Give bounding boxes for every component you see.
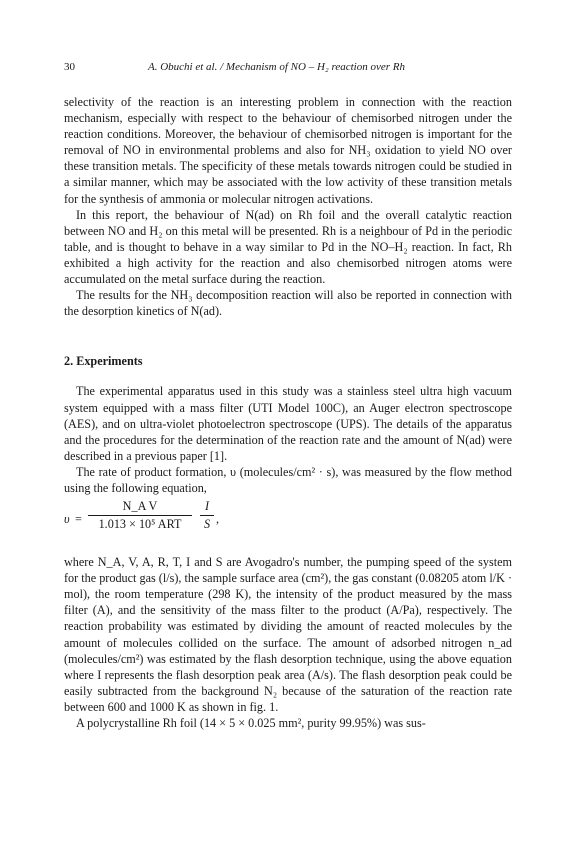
fraction-main	[88, 498, 192, 532]
page-number: 30	[64, 61, 75, 73]
paragraph-6: where N_A, V, A, R, T, I and S are Avogadro's number, the pumping speed of the system for the product gas (l/s), the sample surface area (cm²), the gas constant (0.08205 atom l/K · mol), the room temperature (298 K), the intensity of the product measured by the mass filter (A), and the sensitivity of the mass filter to the product (A/Pa), respectively. The reaction probability was estimated by dividing the amount of reacted molecules by the amount of molecules collided on the surface. The amount of adsorbed nitrogen n_ad (molecules/cm²) was estimated by the flash desorption technique, using the above equation where I represents the flash desorption peak area (A/s). The flash desorption peak could be easily subtracted from the background N₂ because of the saturation of the reaction rate between 600 and 1000 K as shown in fig. 1.	[64, 555, 513, 714]
paragraph-4: The experimental apparatus used in this study was a stainless steel ultra high vacuum system equipped with a mass filter (UTI Model 100C), an Auger electron spectroscope (AES), and on ultra-violet photoelectron spectroscope (UPS). The details of the apparatus and the procedures for the determination of the reaction rate and the amount of N(ad) were described in a previous paper [1].	[64, 384, 512, 463]
paragraph-5: The rate of product formation, υ (molecules/cm² · s), was measured by the flow method using the following equation,	[64, 464, 512, 495]
equation-equals: =	[75, 512, 82, 527]
fraction-ratio-numerator: I	[200, 498, 214, 516]
rate-equation	[64, 498, 512, 550]
paragraph-3: The results for the NH₃ decomposition reaction will also be reported in connection with the desorption kinetics of N(ad).	[64, 288, 512, 319]
fraction-ratio-denominator: S	[203, 517, 211, 532]
article-body	[64, 94, 512, 731]
fraction-ratio	[200, 498, 214, 532]
fraction-main-numerator: N_A V	[88, 498, 192, 516]
running-title: A. Obuchi et al. / Mechanism of NO – H₂ reaction over Rh	[148, 61, 405, 73]
paragraph-2: In this report, the behaviour of N(ad) on Rh foil and the overall catalytic reaction between NO and H₂ on this metal will be presented. Rh is a neighbour of Pd in the periodic table, and is thought to behave in a way similar to Pd in the NO–H₂ reaction. In fact, Rh exhibited a high activity for the reaction and also chemisorbed nitrogen atoms were accumulated on the metal surface during the reaction.	[64, 207, 512, 287]
equation-lhs: υ	[64, 512, 70, 527]
paragraph-1: selectivity of the reaction is an interesting problem in connection with the reaction mechanism, especially with respect to the behaviour of chemisorbed nitrogen under the reaction conditions. Moreover, the behaviour of chemisorbed nitrogen is important for the removal of NO in environmental problems and also for NH₃ oxidation to yield NO over these transition metals. The specificity of these metals towards nitrogen could be studied in a similar manner, which may be associated with the low activity of these transition metals for the synthesis of ammonia or molecular nitrogen activations.	[64, 95, 512, 206]
equation-comma: ,	[216, 512, 220, 527]
fraction-main-denominator: 1.013 × 10⁵ ART	[98, 517, 182, 532]
section-heading: 2. Experiments	[64, 354, 143, 369]
paragraph-7: A polycrystalline Rh foil (14 × 5 × 0.025 mm², purity 99.95%) was sus-	[76, 716, 426, 730]
page-header	[64, 61, 512, 77]
